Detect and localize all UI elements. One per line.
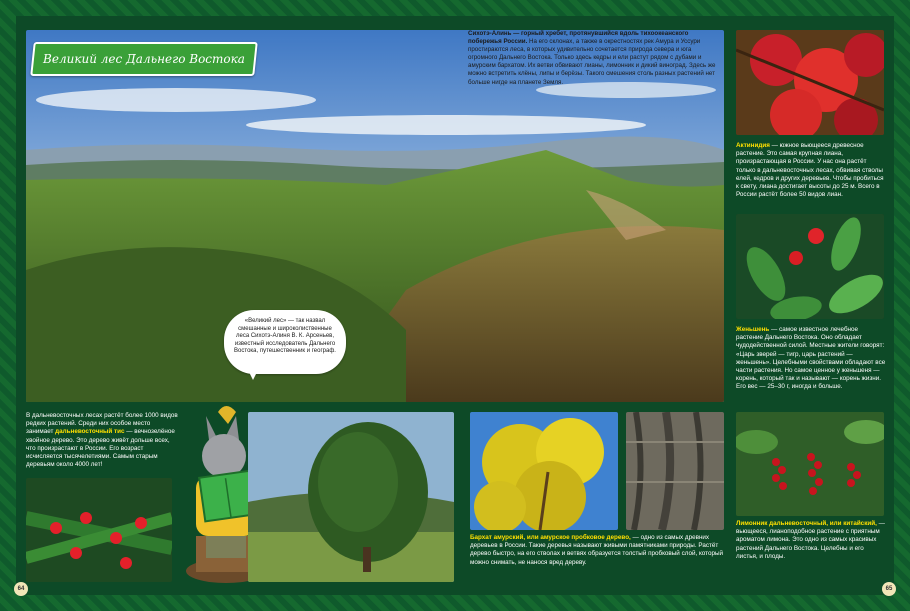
- ginseng-plant-illustration: [736, 214, 884, 319]
- barkhat-desc: — одно из самых древних деревьев в России. Такие деревья называют живыми памятниками природы. Растёт дерево быстро, на его стволах и ветвях образуется толстый пробковый слой, который можно снимать, не нанося вред дереву.: [470, 534, 724, 566]
- title-banner: [30, 42, 258, 76]
- barkhat-crown-illustration: [470, 412, 618, 530]
- ginseng-desc: — самое известное лечебное растение Дальнего Востока. Оно обладает чудодейственной силой. Местные жители говорят: «Царь зверей — тигр, царь растений — женьшень». Целебными свойствами обладают все части растения. Но самое ценное у женьшеня — корень, который так и называют — корень жизни. Его вес — 25–30 г, иногда и больше.: [736, 326, 886, 391]
- tis-part2: — вечнозелёное хвойное дерево. Это дерево живёт дольше всех, что произрастают в России. Его возраст исчисляется тысячелетиями. Самым старым деревьям около 4000 лет!: [26, 428, 175, 469]
- yew-branch-illustration: [26, 478, 172, 582]
- actinidia-name: Актинидия: [736, 142, 770, 149]
- cork-bark-illustration: [626, 412, 724, 530]
- limonnik-desc: — вьющееся, лианоподобное растение с приятным ароматом лимона. Это одно из самых красивых растений Дальнего Востока. Целебны и его листья, и плоды.: [736, 520, 885, 560]
- limonnik-photo: [736, 412, 884, 516]
- page-number-right: 65: [882, 582, 896, 596]
- spread-inner: [16, 16, 894, 595]
- yew-tree-illustration: [248, 412, 454, 582]
- limonnik-text: [736, 520, 886, 561]
- barkhat-tree-photo: [470, 412, 618, 530]
- tis-berries-photo: [26, 478, 172, 582]
- actinidia-photo: [736, 30, 884, 135]
- barkhat-name: Бархат амурский, или амурское пробковое дерево,: [470, 534, 631, 541]
- speech-bubble-tail: [248, 370, 258, 380]
- speech-bubble: [224, 310, 346, 374]
- actinidia-leaves-illustration: [736, 30, 884, 135]
- barkhat-bark-photo: [626, 412, 724, 530]
- main-lead: Сихотэ-Алинь — горный хребет, протянувшийся вдоль тихоокеанского побережья России.: [468, 30, 689, 46]
- title-text: Великий лес Дальнего Востока: [43, 52, 245, 66]
- tis-part1: В дальневосточных лесах растёт более 1000 видов редких растений. Среди них особое место занимает: [26, 412, 178, 436]
- main-body: На его склонах, а также в окрестностях рек Амура и Уссури простираются леса, в которых удивительно сочетается природа севера и юга огромного Дальнего Востока. Только здесь кедры и ели растут рядом с дубами и амурским бархатом. Их ветви обвивают лианы, лимонник и дикий виноград. Здесь же можно встретить клёны, липы и берёзы. Такого смешения столь разных растений нет больше нигде на планете Земля.: [468, 38, 716, 86]
- speech-text: «Великий лес» — так назвал смешанные и широколиственные леса Сихотэ-Алиня В. К. Арсеньев, известный исследователь Дальнего Востока, путешественник и географ.: [234, 318, 336, 355]
- limonnik-name: Лимонник дальневосточный, или китайский,: [736, 520, 877, 527]
- page-number-left: 64: [14, 582, 28, 596]
- actinidia-text: [736, 142, 886, 199]
- ginseng-name: Женьшень: [736, 326, 770, 333]
- actinidia-desc: — южное вьющееся древесное растение. Это самая крупная лиана, произрастающая в России. У нас она растёт только в дальневосточных лесах, обвивая стволы елей, кедров и других деревьев. Чтобы пробиться к свету, лиана достигает высоты до 25 м. Всего в России растёт более 50 видов лиан.: [736, 142, 884, 199]
- ginseng-text: [736, 326, 886, 392]
- tis-text: [26, 412, 178, 469]
- tis-highlight: дальневосточный тис: [55, 428, 125, 436]
- barkhat-text: [470, 534, 724, 567]
- limonnik-berries-illustration: [736, 412, 884, 516]
- ginseng-photo: [736, 214, 884, 319]
- tis-tree-photo: [248, 412, 454, 582]
- main-description: [468, 30, 720, 87]
